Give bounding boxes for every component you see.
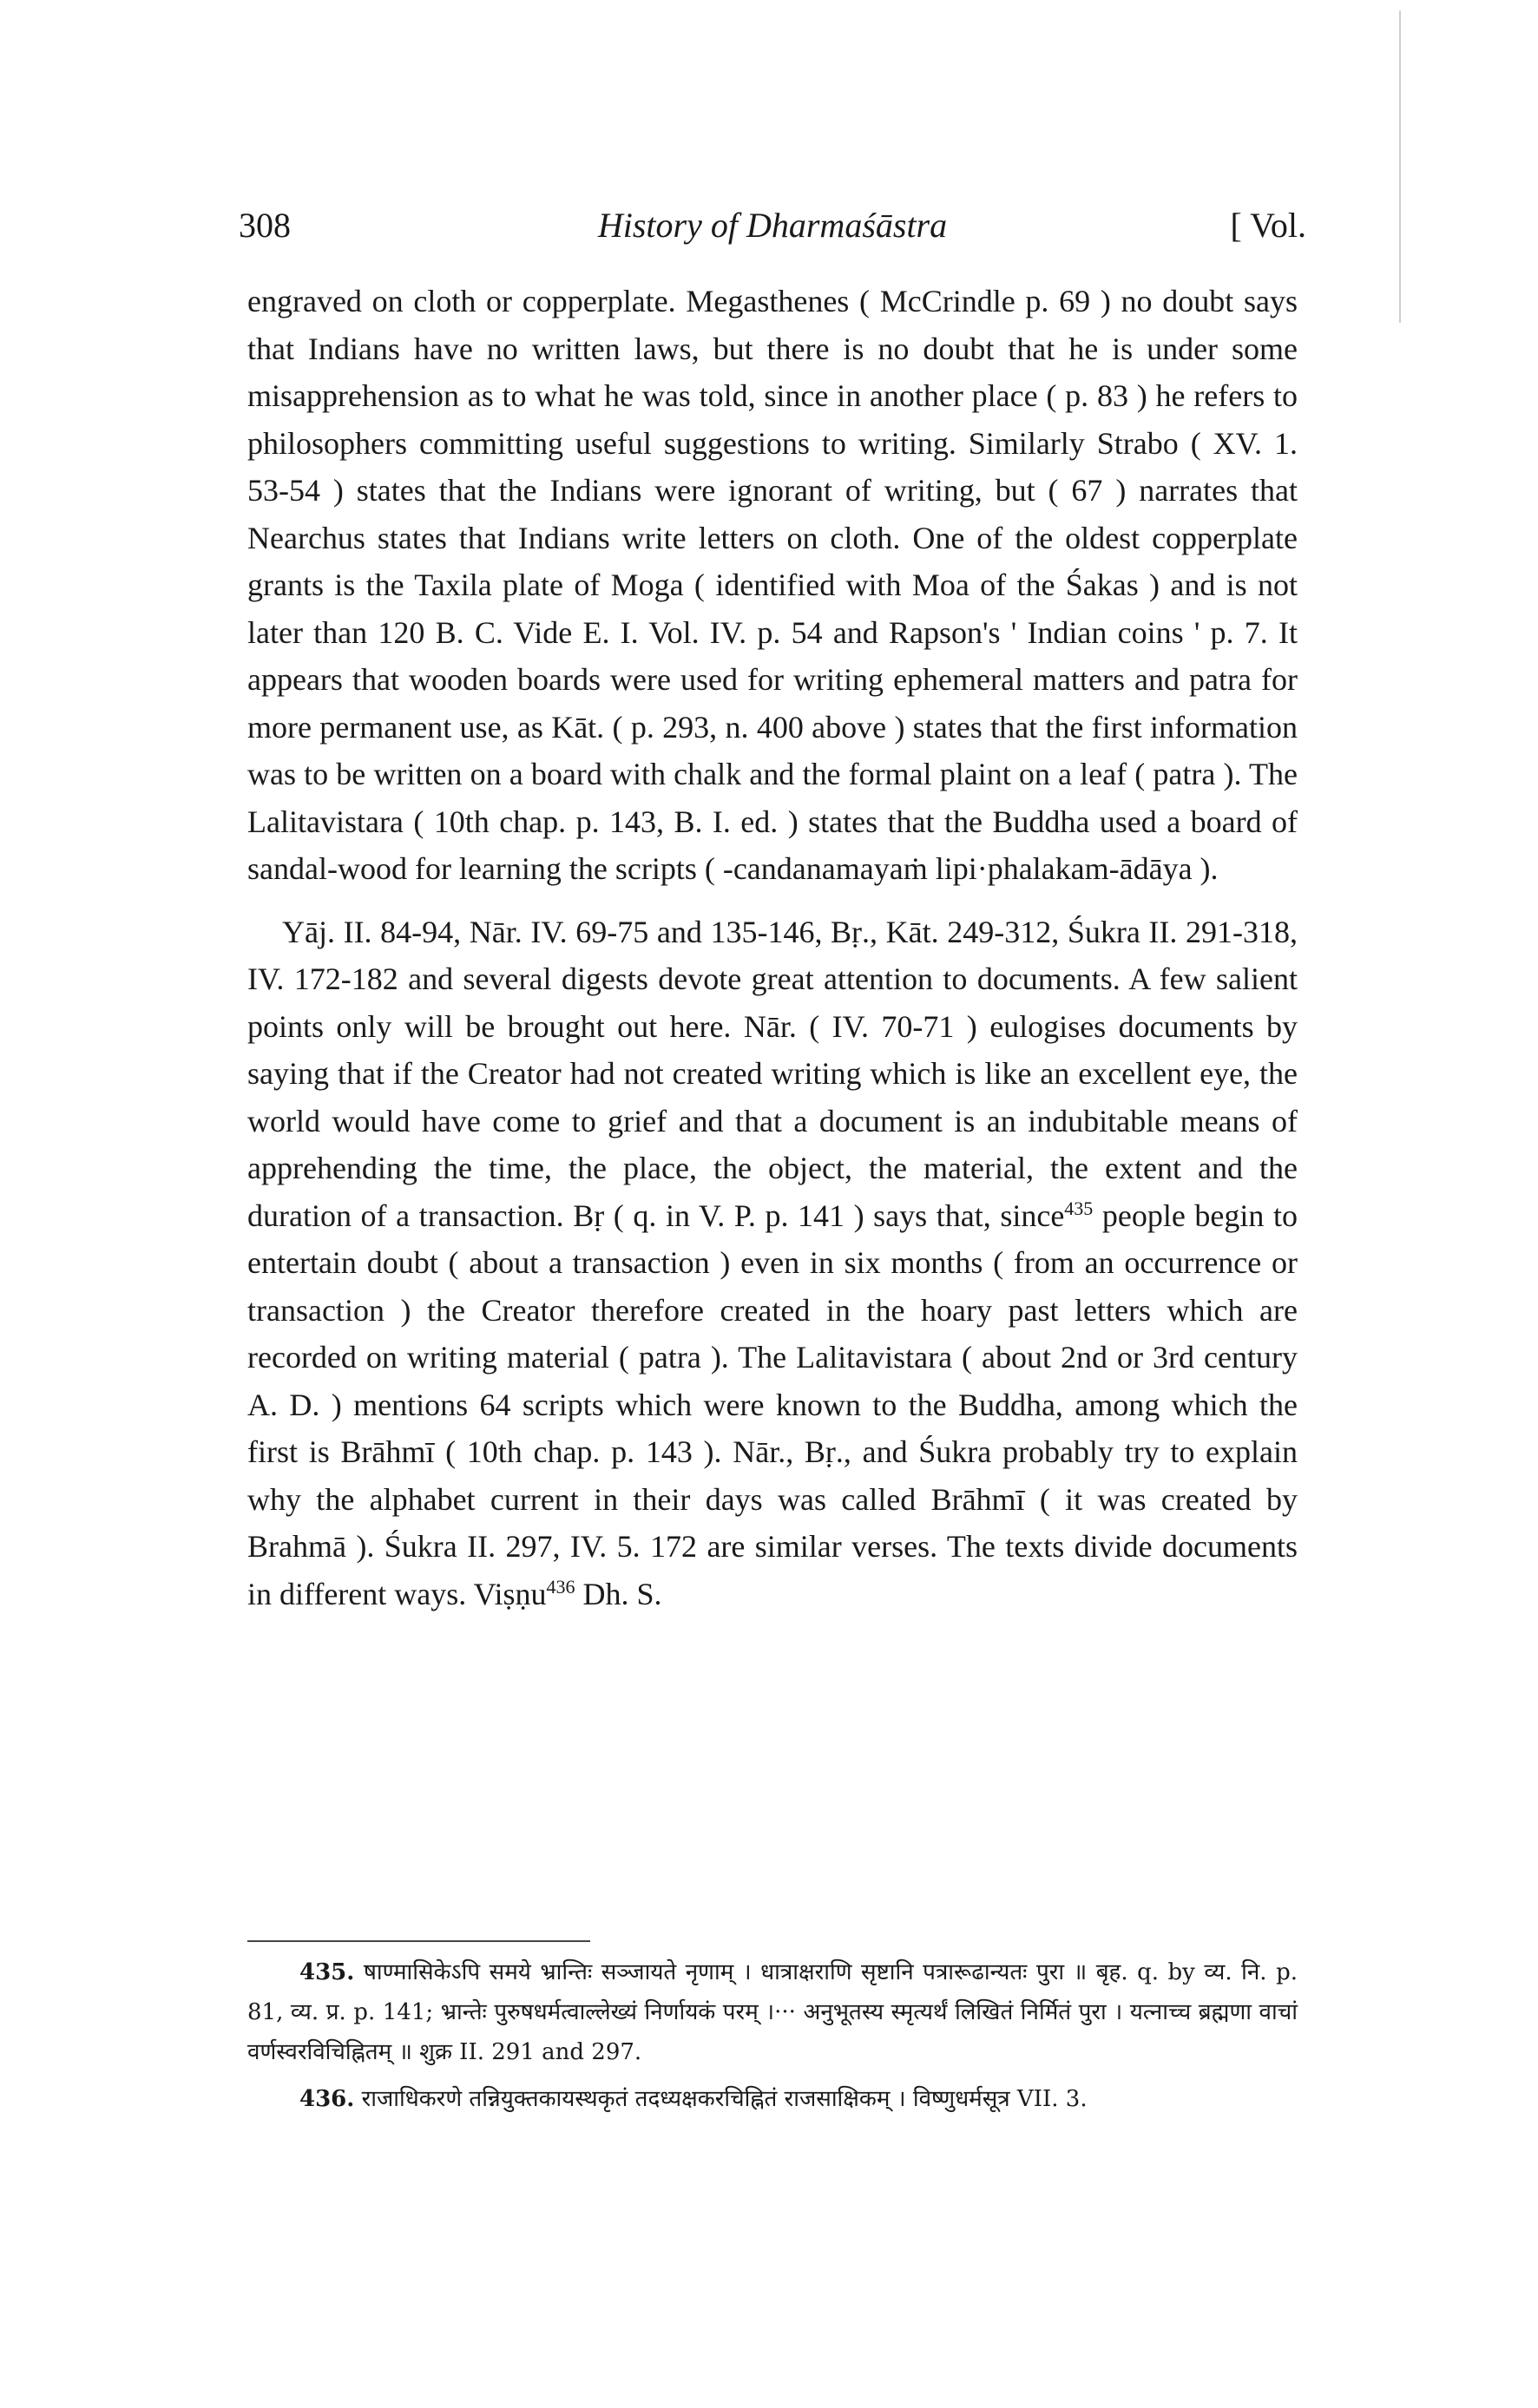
running-title: History of Dharmaśāstra [597, 206, 948, 245]
paragraph-2-part-3: Dh. S. [582, 1576, 662, 1611]
footnotes [247, 1952, 1298, 2119]
paragraph-1: engraved on cloth or copperplate. Megasthenes ( McCrindle p. 69 ) no doubt says that Indians have no written laws, but there is no doubt that he is under some misapprehension as to what he was told, since in another place ( p. 83 ) he refers to philosophers committing useful suggestions to writing. Similarly Strabo ( XV. 1. 53-54 ) states that the Indians were ignorant of writing, but ( 67 ) narrates that Nearchus states that Indians write letters on cloth. One of the oldest copperplate grants is the Taxila plate of Moga ( identified with Moa of the Śakas ) and is not later than 120 B. C. Vide E. I. Vol. IV. p. 54 and Rapson's ' Indian coins ' p. 7. It appears that wooden boards were used for writing ephemeral matters and patra for more permanent use, as Kāt. ( p. 293, n. 400 above ) states that the first information was to be written on a board with chalk and the formal plaint on a leaf ( patra ). The Lalitavistara ( 10th chap. p. 143, B. I. ed. ) states that the Buddha used a board of sandal-wood for learning the scripts ( -candanamayaṁ lipi·phalakam-ādāya ). [247, 284, 1298, 886]
footnote-435 [247, 1952, 1298, 2072]
footnote-435-number: 435. [299, 1959, 355, 1985]
footnote-435-text: षाण्मासिकेऽपि समये भ्रान्तिः सञ्जायते नृणाम् । धात्राक्षराणि सृष्टानि पत्रारूढान्यतः पुरा ॥ बृह. q. by व्य. नि. p. 81, व्य. प्र. p. 141; भ्रान्तेः पुरुषधर्मत्वाल्लेख्यं निर्णायकं परम् ।··· अनुभूतस्य स्मृत्यर्थं लिखितं निर्मितं पुरा । यत्नाच्च ब्रह्मणा वाचां वर्णस्वरविचिह्नितम् ॥ शुक्र II. 291 and 297. [247, 1959, 1298, 2065]
scan-edge-line [1399, 10, 1401, 323]
footnote-ref-435: 435 [1064, 1197, 1094, 1219]
paragraph-2 [247, 909, 1298, 1618]
main-text [247, 278, 1298, 1617]
page-number: 308 [239, 206, 291, 245]
paragraph-2-part-2: people begin to entertain doubt ( about a transaction ) even in six months ( from an occurrence or transaction ) the Creator therefore created in the hoary past letters which are recorded on writing material ( patra ). The Lalitavistara ( about 2nd or 3rd century A. D. ) mentions 64 scripts which were known to the Buddha, among which the first is Brāhmī ( 10th chap. p. 143 ). Nār., Bṛ., and Śukra probably try to explain why the alphabet current in their days was called Brāhmī ( it was created by Brahmā ). Śukra II. 297, IV. 5. 172 are similar verses. The texts divide documents in different ways. Viṣṇu [247, 1197, 1298, 1611]
footnote-divider [247, 1940, 590, 1942]
footnote-436-number: 436. [299, 2086, 355, 2112]
volume-label: [ Vol. [1230, 206, 1306, 245]
paragraph-2-part-1: Yāj. II. 84-94, Nār. IV. 69-75 and 135-146, Bṛ., Kāt. 249-312, Śukra II. 291-318, IV. 172-182 and several digests devote great attention to documents. A few salient points only will be brought out here. Nār. ( IV. 70-71 ) eulogises documents by saying that if the Creator had not created writing which is like an excellent eye, the world would have come to grief and that a document is an indubitable means of apprehending the time, the place, the object, the material, the extent and the duration of a transaction. Bṛ ( q. in V. P. p. 141 ) says that, since [247, 914, 1298, 1233]
footnote-436 [247, 2079, 1298, 2119]
footnote-436-text: राजाधिकरणे तन्नियुक्तकायस्थकृतं तदध्यक्षकरचिह्नितं राजसाक्षिकम् । विष्णुधर्मसूत्र VII. 3. [361, 2086, 1088, 2112]
footnote-ref-436: 436 [546, 1575, 575, 1598]
running-header [239, 205, 1306, 257]
